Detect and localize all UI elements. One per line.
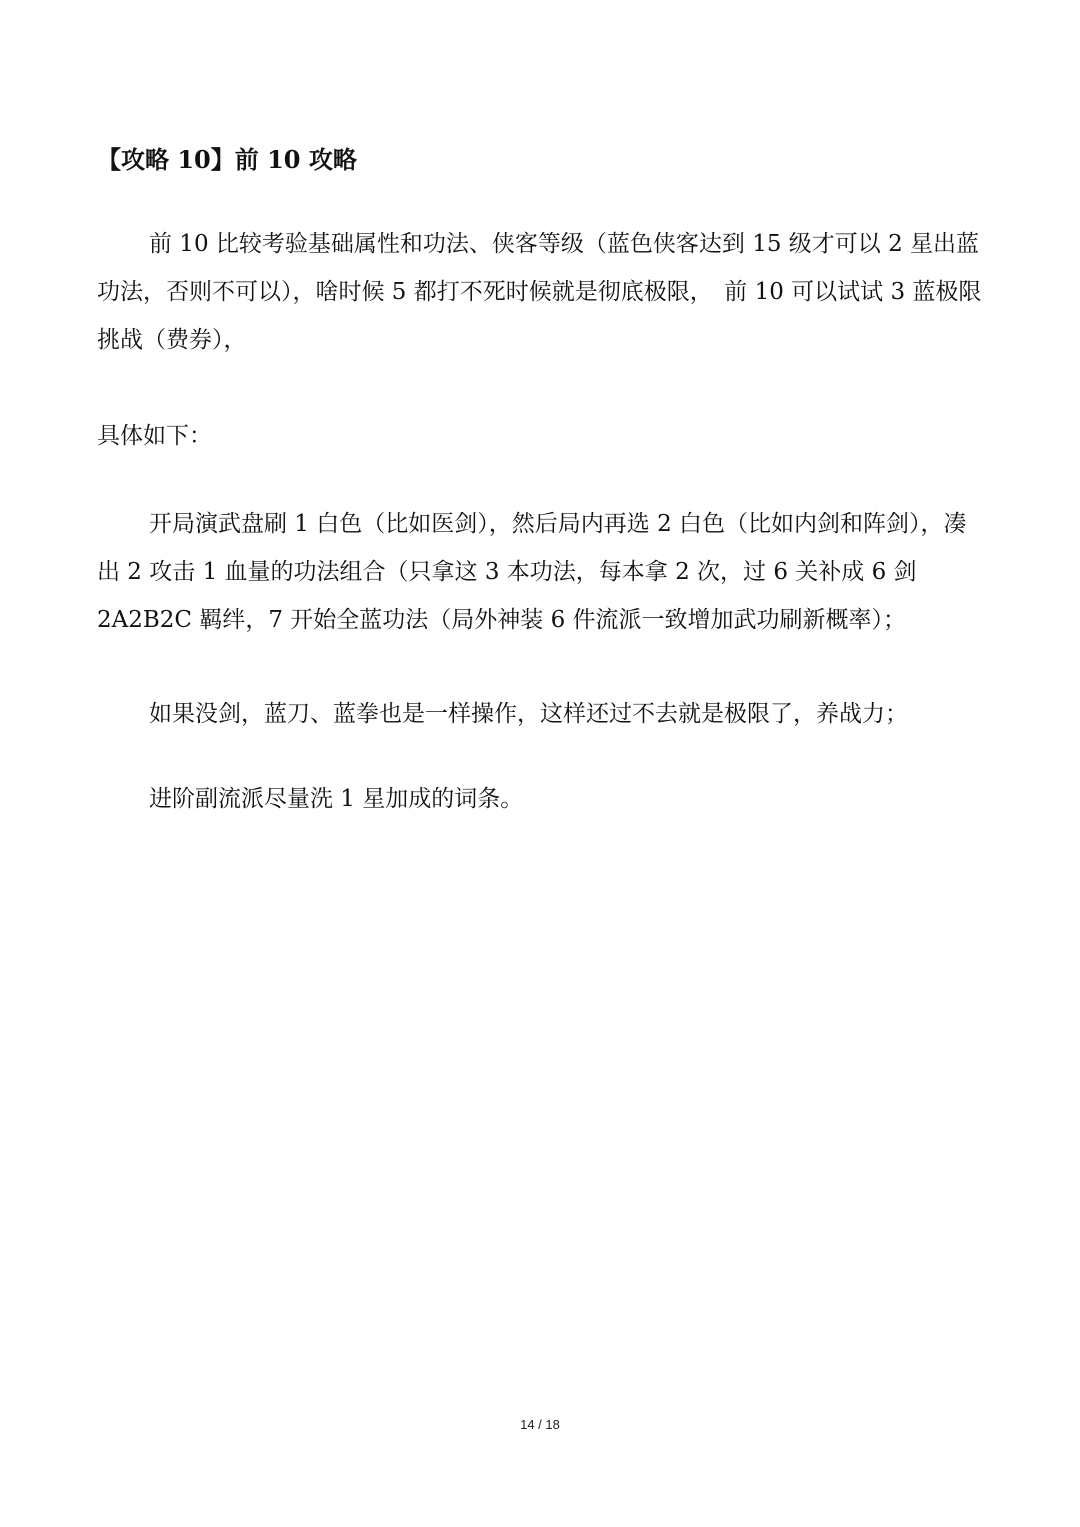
- paragraph-opening-strategy: 开局演武盘刷 1 白色（比如医剑），然后局内再选 2 白色（比如内剑和阵剑），凑出 2 攻击 1 血量的功法组合（只拿这 3 本功法，每本拿 2 次，过 6 关补成 6 剑 2A2B2C 羁绊，7 开始全蓝功法（局外神装 6 件流派一致增加武功刷新概率）；: [97, 511, 967, 633]
- section-heading: 【攻略 10】前 10 攻略: [97, 145, 357, 174]
- paragraph-advanced: 进阶副流派尽量洗 1 星加成的词条。: [149, 786, 524, 812]
- paragraph-details-label: 具体如下：: [97, 423, 212, 449]
- paragraph-alternative: 如果没剑，蓝刀、蓝拳也是一样操作，这样还过不去就是极限了，养战力；: [149, 701, 908, 727]
- paragraph-intro: 前 10 比较考验基础属性和功法、侠客等级（蓝色侠客达到 15 级才可以 2 星出蓝功法，否则不可以），啥时候 5 都打不死时候就是彻底极限， 前 10 可以试试 3 蓝极限挑战（费券），: [97, 231, 982, 353]
- page-number: 14 / 18: [520, 1417, 560, 1432]
